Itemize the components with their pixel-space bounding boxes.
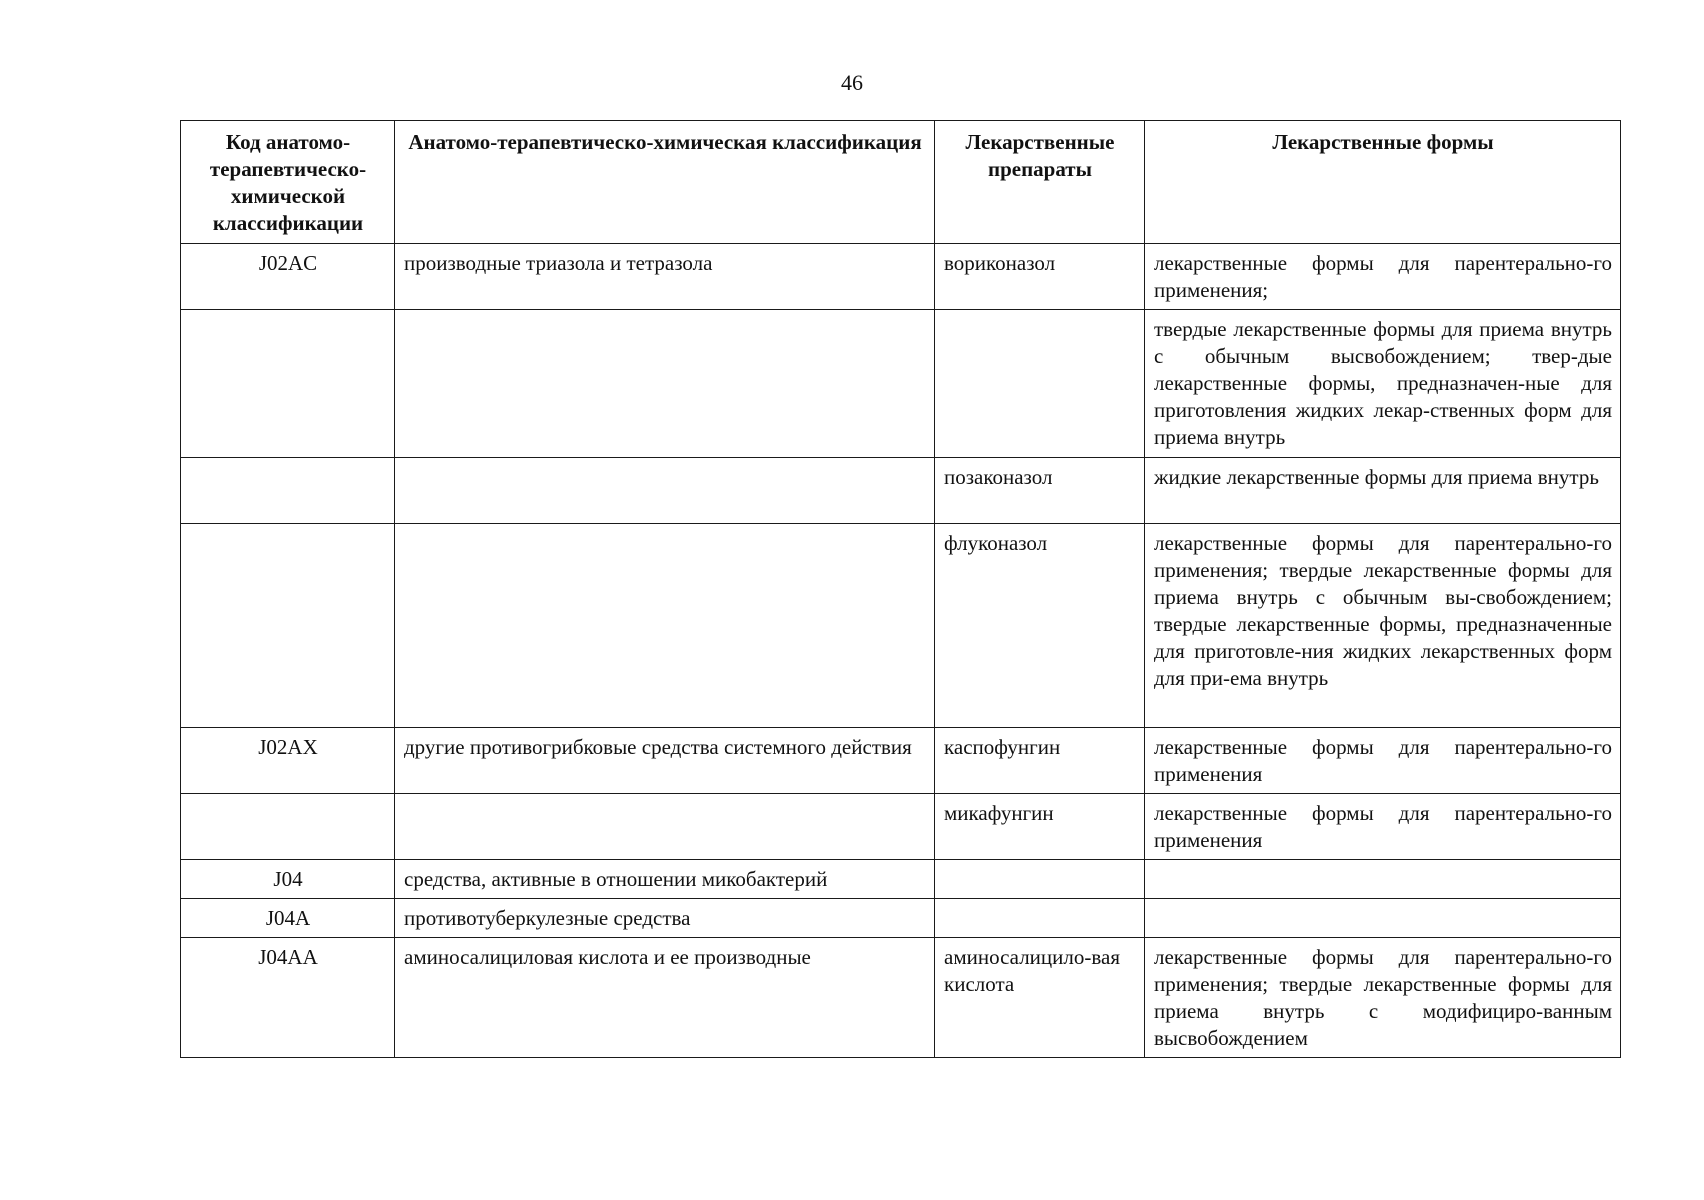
drug-cell: микафунгин bbox=[935, 794, 1145, 860]
atc-code-cell: J04 bbox=[181, 860, 395, 899]
table-header-row bbox=[181, 121, 1621, 244]
drug-cell: позаконазол bbox=[935, 458, 1145, 524]
header-dosage-forms: Лекарственные формы bbox=[1145, 121, 1621, 244]
table-row bbox=[181, 458, 1621, 524]
header-atc-code: Код анатомо-терапевтическо-химической классификации bbox=[181, 121, 395, 244]
classification-cell bbox=[395, 310, 935, 458]
atc-code-cell bbox=[181, 524, 395, 728]
dosage-forms-cell: лекарственные формы для парентерально-го применения bbox=[1145, 728, 1621, 794]
atc-code-cell: J02AC bbox=[181, 244, 395, 310]
atc-code-cell: J04A bbox=[181, 899, 395, 938]
atc-code-cell: J04AA bbox=[181, 938, 395, 1058]
dosage-forms-cell: лекарственные формы для парентерально-го применения; твердые лекарственные формы для приема внутрь с обычным вы-свобождением; твердые лекарственные формы, предназначенные для приготовле-ния жидких лекарственных форм для при-ема внутрь bbox=[1145, 524, 1621, 728]
classification-cell bbox=[395, 524, 935, 728]
table-row bbox=[181, 524, 1621, 728]
drug-cell: флуконазол bbox=[935, 524, 1145, 728]
header-atc-classification: Анатомо-терапевтическо-химическая классификация bbox=[395, 121, 935, 244]
classification-cell: другие противогрибковые средства системного действия bbox=[395, 728, 935, 794]
header-drugs: Лекарственные препараты bbox=[935, 121, 1145, 244]
dosage-forms-cell: лекарственные формы для парентерально-го применения; твердые лекарственные формы для приема внутрь с модифициро-ванным высвобождением bbox=[1145, 938, 1621, 1058]
dosage-forms-cell bbox=[1145, 860, 1621, 899]
dosage-forms-cell: твердые лекарственные формы для приема внутрь с обычным высвобождением; твер-дые лекарственные формы, предназначен-ные для приготовления жидких лекар-ственных форм для приема внутрь bbox=[1145, 310, 1621, 458]
atc-code-cell bbox=[181, 310, 395, 458]
drug-cell: аминосалицило-вая кислота bbox=[935, 938, 1145, 1058]
atc-code-cell: J02AX bbox=[181, 728, 395, 794]
table-row bbox=[181, 310, 1621, 458]
table-row bbox=[181, 244, 1621, 310]
table-row bbox=[181, 860, 1621, 899]
dosage-forms-cell: лекарственные формы для парентерально-го применения bbox=[1145, 794, 1621, 860]
classification-cell: средства, активные в отношении микобактерий bbox=[395, 860, 935, 899]
drug-cell: вориконазол bbox=[935, 244, 1145, 310]
classification-cell: противотуберкулезные средства bbox=[395, 899, 935, 938]
atc-code-cell bbox=[181, 794, 395, 860]
drug-cell bbox=[935, 899, 1145, 938]
table-row bbox=[181, 794, 1621, 860]
atc-code-cell bbox=[181, 458, 395, 524]
dosage-forms-cell: жидкие лекарственные формы для приема внутрь bbox=[1145, 458, 1621, 524]
table-row bbox=[181, 728, 1621, 794]
dosage-forms-cell: лекарственные формы для парентерально-го применения; bbox=[1145, 244, 1621, 310]
atc-drug-table bbox=[180, 120, 1621, 1058]
table-row bbox=[181, 899, 1621, 938]
drug-cell: каспофунгин bbox=[935, 728, 1145, 794]
classification-cell: аминосалициловая кислота и ее производные bbox=[395, 938, 935, 1058]
drug-cell bbox=[935, 860, 1145, 899]
classification-cell: производные триазола и тетразола bbox=[395, 244, 935, 310]
table-row bbox=[181, 938, 1621, 1058]
drug-cell bbox=[935, 310, 1145, 458]
classification-cell bbox=[395, 794, 935, 860]
dosage-forms-cell bbox=[1145, 899, 1621, 938]
classification-cell bbox=[395, 458, 935, 524]
page-number: 46 bbox=[841, 70, 863, 95]
